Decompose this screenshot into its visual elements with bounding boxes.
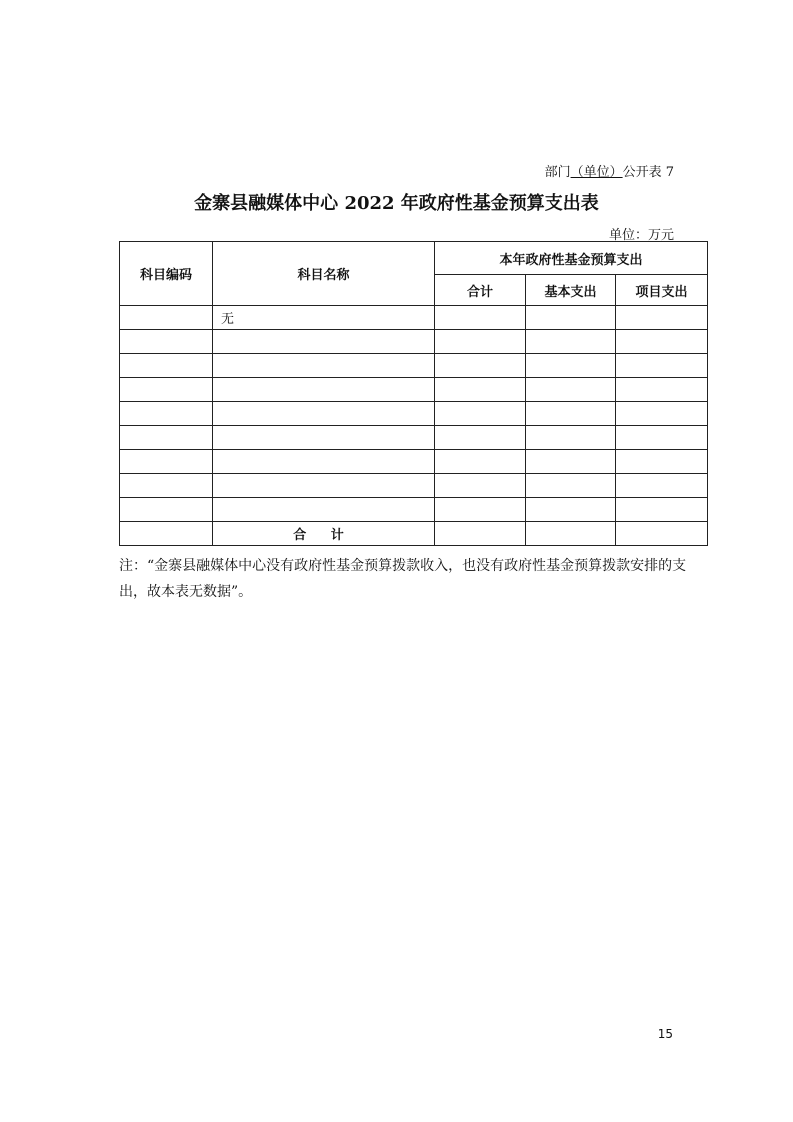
cell-project (616, 306, 708, 330)
table-header (120, 242, 708, 306)
footnote: 注：“金寨县融媒体中心没有政府性基金预算拨款收入，也没有政府性基金预算拨款安排的支出，故本表无数据”。 (119, 558, 687, 600)
total-row (120, 522, 708, 546)
cell-code (120, 450, 213, 474)
cell-basic (526, 402, 616, 426)
table-row (120, 474, 708, 498)
cell-project (616, 402, 708, 426)
cell-basic (526, 378, 616, 402)
cell-code (120, 306, 213, 330)
table-row (120, 402, 708, 426)
cell-code (120, 378, 213, 402)
cell-total (435, 498, 526, 522)
cell-total (435, 450, 526, 474)
cell-basic (526, 498, 616, 522)
cell-code (120, 474, 213, 498)
cell-name (213, 498, 435, 522)
total-row-total (435, 522, 526, 546)
table-row (120, 450, 708, 474)
table-body (120, 306, 708, 522)
cell-name (213, 450, 435, 474)
table-row (120, 378, 708, 402)
header-basic: 基本支出 (526, 275, 616, 306)
cell-code (120, 426, 213, 450)
cell-project (616, 498, 708, 522)
cell-project (616, 354, 708, 378)
form-label-unit: （单位） (570, 165, 623, 180)
cell-name (213, 354, 435, 378)
cell-basic (526, 330, 616, 354)
cell-total (435, 330, 526, 354)
cell-basic (526, 474, 616, 498)
cell-name (213, 426, 435, 450)
cell-code (120, 354, 213, 378)
cell-name (213, 474, 435, 498)
header-expenditure-group: 本年政府性基金预算支出 (435, 242, 708, 275)
document-title: 金寨县融媒体中心 2022 年政府性基金预算支出表 (194, 193, 599, 214)
cell-name: 无 (213, 306, 435, 330)
table-row (120, 354, 708, 378)
cell-basic (526, 450, 616, 474)
cell-total (435, 426, 526, 450)
table-row (120, 330, 708, 354)
header-subject-code: 科目编码 (120, 242, 213, 306)
cell-name (213, 402, 435, 426)
table-row (120, 498, 708, 522)
cell-code (120, 402, 213, 426)
cell-basic (526, 426, 616, 450)
cell-project (616, 378, 708, 402)
cell-name (213, 378, 435, 402)
cell-basic (526, 306, 616, 330)
table-row (120, 426, 708, 450)
unit-label: 单位：万元 (608, 228, 674, 243)
cell-name (213, 330, 435, 354)
header-project: 项目支出 (616, 275, 708, 306)
form-label (545, 161, 674, 180)
cell-project (616, 330, 708, 354)
cell-total (435, 378, 526, 402)
table-footer (120, 522, 708, 546)
total-row-label: 合 计 (213, 522, 435, 546)
cell-code (120, 330, 213, 354)
cell-total (435, 306, 526, 330)
cell-total (435, 354, 526, 378)
budget-table (119, 241, 708, 546)
header-subject-name: 科目名称 (213, 242, 435, 306)
cell-project (616, 474, 708, 498)
cell-total (435, 474, 526, 498)
header-total: 合计 (435, 275, 526, 306)
cell-total (435, 402, 526, 426)
total-row-basic (526, 522, 616, 546)
page-number: 15 (657, 1027, 673, 1041)
cell-basic (526, 354, 616, 378)
form-label-prefix: 部门 (544, 165, 571, 180)
cell-code (120, 498, 213, 522)
total-row-project (616, 522, 708, 546)
cell-project (616, 426, 708, 450)
cell-project (616, 450, 708, 474)
total-row-code (120, 522, 213, 546)
form-label-suffix: 公开表 7 (622, 165, 674, 180)
table-row (120, 306, 708, 330)
